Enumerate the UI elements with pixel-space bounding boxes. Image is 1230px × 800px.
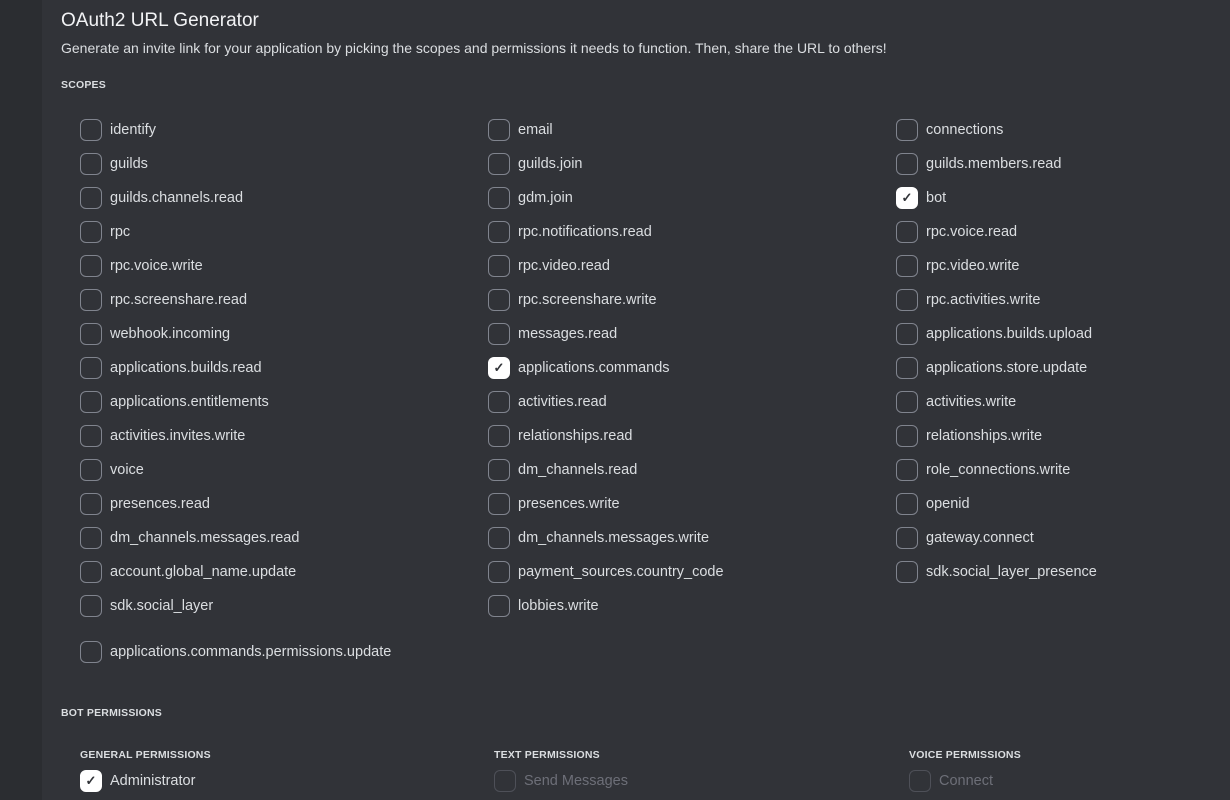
checkbox-icon[interactable] <box>80 561 102 583</box>
checkbox-label: rpc.video.write <box>926 258 1020 274</box>
checkbox-icon[interactable] <box>896 255 918 277</box>
checkbox-label: payment_sources.country_code <box>518 564 724 580</box>
scope-checkbox-lobbies-write[interactable] <box>488 594 599 618</box>
checkbox-icon[interactable] <box>80 323 102 345</box>
checkbox-checked-icon[interactable]: ✓ <box>80 770 102 792</box>
checkbox-label: rpc.screenshare.read <box>110 292 248 308</box>
checkbox-label: rpc <box>110 224 131 240</box>
scopes-heading: SCOPES <box>61 79 106 91</box>
checkbox-label: guilds.join <box>518 156 583 172</box>
checkbox-label: sdk.social_layer <box>110 598 214 614</box>
checkbox-label: Send Messages <box>524 773 628 789</box>
scope-checkbox-account-global-name-update[interactable] <box>80 560 296 584</box>
checkbox-label: voice <box>110 462 144 478</box>
scope-checkbox-applications-builds-upload[interactable] <box>896 322 1092 346</box>
scope-checkbox-relationships-write[interactable] <box>896 424 1042 448</box>
checkbox-label: rpc.activities.write <box>926 292 1041 308</box>
checkbox-label: gdm.join <box>518 190 573 206</box>
scope-checkbox-applications-entitlements[interactable] <box>80 390 269 414</box>
checkbox-label: applications.builds.read <box>110 360 262 376</box>
checkbox-label: dm_channels.messages.write <box>518 530 710 546</box>
scope-checkbox-voice[interactable] <box>80 458 144 482</box>
checkbox-label: applications.builds.upload <box>926 326 1093 342</box>
scope-checkbox-rpc-video-read[interactable] <box>488 254 610 278</box>
checkbox-label: applications.commands.permissions.update <box>110 644 392 660</box>
scope-checkbox-guilds-join[interactable] <box>488 152 583 176</box>
checkbox-label: applications.entitlements <box>110 394 269 410</box>
checkbox-icon[interactable] <box>80 289 102 311</box>
checkbox-label: gateway.connect <box>926 530 1034 546</box>
checkbox-icon[interactable] <box>488 391 510 413</box>
checkbox-label: openid <box>926 496 970 512</box>
checkbox-label: rpc.voice.read <box>926 224 1018 240</box>
checkbox-label: presences.write <box>518 496 620 512</box>
checkbox-label: activities.invites.write <box>110 428 246 444</box>
bot-permissions-heading: BOT PERMISSIONS <box>61 707 163 719</box>
checkbox-icon[interactable] <box>488 425 510 447</box>
scope-checkbox-webhook-incoming[interactable] <box>80 322 230 346</box>
checkbox-icon[interactable] <box>488 153 510 175</box>
checkbox-label: relationships.read <box>518 428 633 444</box>
checkbox-icon[interactable] <box>80 641 102 663</box>
scope-checkbox-applications-commands-permissions-update[interactable] <box>80 640 391 664</box>
checkbox-checked-icon[interactable]: ✓ <box>896 187 918 209</box>
checkbox-icon[interactable] <box>896 119 918 141</box>
checkbox-icon[interactable] <box>80 357 102 379</box>
scope-checkbox-applications-commands[interactable] <box>488 356 670 380</box>
checkbox-icon[interactable] <box>896 527 918 549</box>
checkbox-icon[interactable] <box>80 595 102 617</box>
scope-checkbox-applications-builds-read[interactable] <box>80 356 262 380</box>
checkbox-label: relationships.write <box>926 428 1043 444</box>
checkbox-label: sdk.social_layer_presence <box>926 564 1097 580</box>
checkbox-label: lobbies.write <box>518 598 599 614</box>
scope-checkbox-dm-channels-messages-write[interactable] <box>488 526 709 550</box>
scope-checkbox-connect <box>909 769 993 793</box>
permission-group-heading: GENERAL PERMISSIONS <box>80 749 211 761</box>
scope-checkbox-dm-channels-messages-read[interactable] <box>80 526 299 550</box>
scope-checkbox-rpc-notifications-read[interactable] <box>488 220 652 244</box>
checkbox-icon[interactable] <box>488 187 510 209</box>
page-title: OAuth2 URL Generator <box>61 10 259 31</box>
checkbox-icon[interactable] <box>494 770 516 792</box>
scope-checkbox-applications-store-update[interactable] <box>896 356 1087 380</box>
scope-checkbox-bot[interactable] <box>896 186 946 210</box>
checkbox-label: applications.commands <box>518 360 670 376</box>
checkbox-icon[interactable] <box>80 119 102 141</box>
scope-checkbox-rpc-video-write[interactable] <box>896 254 1019 278</box>
scope-checkbox-guilds[interactable] <box>80 152 148 176</box>
checkbox-icon[interactable] <box>488 493 510 515</box>
checkbox-icon[interactable] <box>896 289 918 311</box>
checkbox-icon[interactable] <box>488 595 510 617</box>
scope-checkbox-relationships-read[interactable] <box>488 424 632 448</box>
scope-checkbox-activities-read[interactable] <box>488 390 607 414</box>
scope-checkbox-guilds-channels-read[interactable] <box>80 186 243 210</box>
scope-checkbox-administrator[interactable] <box>80 769 195 793</box>
checkbox-icon[interactable] <box>80 391 102 413</box>
scope-checkbox-sdk-social-layer[interactable] <box>80 594 213 618</box>
checkbox-icon[interactable] <box>488 459 510 481</box>
checkbox-label: rpc.screenshare.write <box>518 292 657 308</box>
checkbox-label: applications.store.update <box>926 360 1088 376</box>
checkbox-label: presences.read <box>110 496 210 512</box>
checkbox-label: dm_channels.messages.read <box>110 530 300 546</box>
scope-checkbox-presences-read[interactable] <box>80 492 210 516</box>
scope-checkbox-identify[interactable] <box>80 118 156 142</box>
checkbox-icon[interactable] <box>488 323 510 345</box>
checkbox-icon[interactable] <box>80 425 102 447</box>
scope-checkbox-sdk-social-layer-presence[interactable] <box>896 560 1097 584</box>
checkbox-icon[interactable] <box>896 391 918 413</box>
scope-checkbox-rpc-screenshare-read[interactable] <box>80 288 247 312</box>
scope-checkbox-connections[interactable] <box>896 118 1003 142</box>
scope-checkbox-gateway-connect[interactable] <box>896 526 1034 550</box>
checkbox-icon[interactable] <box>896 459 918 481</box>
page-description: Generate an invite link for your application by picking the scopes and permissions it needs to function. Then, share the URL to others! <box>61 40 887 56</box>
checkbox-icon[interactable] <box>896 357 918 379</box>
scope-checkbox-gdm-join[interactable] <box>488 186 573 210</box>
checkbox-label: guilds.channels.read <box>110 190 244 206</box>
scope-checkbox-rpc-voice-read[interactable] <box>896 220 1017 244</box>
checkbox-label: guilds <box>110 156 148 172</box>
checkbox-label: activities.write <box>926 394 1017 410</box>
checkbox-label: rpc.voice.write <box>110 258 203 274</box>
scope-checkbox-activities-write[interactable] <box>896 390 1016 414</box>
permission-group-heading: VOICE PERMISSIONS <box>909 749 1021 761</box>
checkbox-label: Connect <box>939 773 994 789</box>
checkbox-label: account.global_name.update <box>110 564 297 580</box>
checkbox-icon[interactable] <box>896 561 918 583</box>
scope-checkbox-dm-channels-read[interactable] <box>488 458 637 482</box>
checkbox-icon[interactable] <box>80 493 102 515</box>
sidebar <box>0 0 42 800</box>
checkbox-label: bot <box>926 190 947 206</box>
permission-group-heading: TEXT PERMISSIONS <box>494 749 600 761</box>
checkbox-icon[interactable] <box>80 187 102 209</box>
checkbox-icon[interactable] <box>488 289 510 311</box>
checkbox-icon[interactable] <box>80 221 102 243</box>
scope-checkbox-messages-read[interactable] <box>488 322 617 346</box>
checkbox-icon[interactable] <box>488 221 510 243</box>
checkbox-icon[interactable] <box>488 527 510 549</box>
scope-checkbox-send-messages <box>494 769 628 793</box>
checkbox-icon[interactable] <box>80 255 102 277</box>
checkbox-icon[interactable] <box>80 459 102 481</box>
checkbox-label: guilds.members.read <box>926 156 1062 172</box>
scope-checkbox-openid[interactable] <box>896 492 970 516</box>
checkbox-label: rpc.notifications.read <box>518 224 652 240</box>
checkbox-label: identify <box>110 122 156 138</box>
checkbox-label: webhook.incoming <box>110 326 231 342</box>
scope-checkbox-rpc-screenshare-write[interactable] <box>488 288 657 312</box>
checkbox-icon[interactable] <box>909 770 931 792</box>
checkbox-label: rpc.video.read <box>518 258 610 274</box>
checkbox-icon[interactable] <box>488 119 510 141</box>
scope-checkbox-rpc-voice-write[interactable] <box>80 254 203 278</box>
checkbox-label: connections <box>926 122 1004 138</box>
checkbox-icon[interactable] <box>80 527 102 549</box>
checkbox-checked-icon[interactable]: ✓ <box>488 357 510 379</box>
checkbox-label: Administrator <box>110 773 196 789</box>
scope-checkbox-activities-invites-write[interactable] <box>80 424 245 448</box>
checkbox-icon[interactable] <box>488 255 510 277</box>
scope-checkbox-rpc-activities-write[interactable] <box>896 288 1040 312</box>
checkbox-icon[interactable] <box>896 425 918 447</box>
scope-checkbox-email[interactable] <box>488 118 553 142</box>
scope-checkbox-guilds-members-read[interactable] <box>896 152 1061 176</box>
checkbox-label: role_connections.write <box>926 462 1071 478</box>
checkbox-label: activities.read <box>518 394 607 410</box>
checkbox-icon[interactable] <box>80 153 102 175</box>
checkbox-label: dm_channels.read <box>518 462 638 478</box>
scope-checkbox-payment-sources-country-code[interactable] <box>488 560 724 584</box>
checkbox-icon[interactable] <box>896 323 918 345</box>
scope-checkbox-presences-write[interactable] <box>488 492 620 516</box>
checkbox-icon[interactable] <box>896 493 918 515</box>
checkbox-icon[interactable] <box>896 153 918 175</box>
checkbox-icon[interactable] <box>896 221 918 243</box>
scope-checkbox-rpc[interactable] <box>80 220 130 244</box>
scope-checkbox-role-connections-write[interactable] <box>896 458 1070 482</box>
checkbox-label: email <box>518 122 553 138</box>
checkbox-label: messages.read <box>518 326 618 342</box>
checkbox-icon[interactable] <box>488 561 510 583</box>
